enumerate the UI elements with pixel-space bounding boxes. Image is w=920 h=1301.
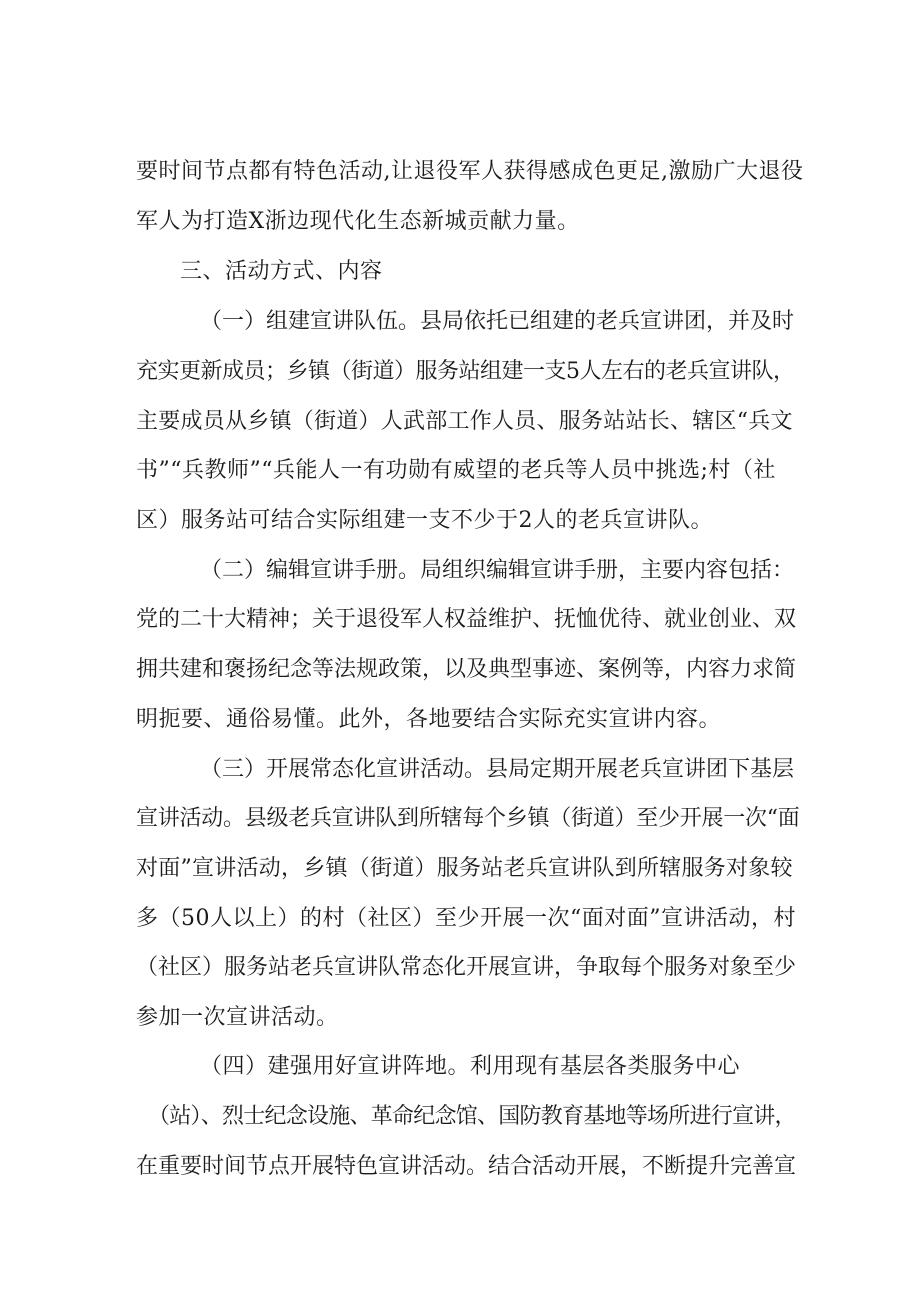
text-line-16: 多（50人以上）的村（社区）至少开展一次“面对面”宣讲活动，村	[136, 906, 796, 931]
text-line-4: （一）组建宣讲队伍。县局依托已组建的老兵宣讲团，并及时	[200, 309, 795, 334]
text-line-5: 充实更新成员；乡镇（街道）服务站组建一支5人左右的老兵宣讲队，	[136, 359, 795, 384]
text-line-12: 明扼要、通俗易懂。此外，各地要结合实际充实宣讲内容。	[136, 707, 722, 732]
text-line-17: （社区）服务站老兵宣讲队常态化开展宣讲，争取每个服务对象至少	[136, 955, 797, 980]
text-line-10: 党的二十大精神；关于退役军人权益维护、抚恤优待、就业创业、双	[136, 607, 797, 632]
section-heading: 三、活动方式、内容	[180, 259, 383, 284]
text-line-2: 军人为打造X浙边现代化生态新城贡献力量。	[136, 209, 580, 234]
text-line-9: （二）编辑宣讲手册。局组织编辑宣讲手册，主要内容包括：	[200, 558, 795, 583]
text-line-6: 主要成员从乡镇（街道）人武部工作人员、服务站站长、辖区“兵文	[136, 409, 793, 434]
text-line-19: （四）建强用好宣讲阵地。利用现有基层各类服务中心	[200, 1054, 741, 1079]
text-line-1: 要时间节点都有特色活动,让退役军人获得感成色更足,激励广大退役	[136, 159, 804, 184]
text-line-11: 拥共建和褒扬纪念等法规政策，以及典型事迹、案例等，内容力求简	[136, 657, 797, 682]
text-line-18: 参加一次宣讲活动。	[136, 1005, 339, 1030]
text-line-21: 在重要时间节点开展特色宣讲活动。结合活动开展，不断提升完善宣	[136, 1154, 797, 1179]
text-line-8: 区）服务站可结合实际组建一支不少于2人的老兵宣讲队。	[136, 508, 713, 533]
text-line-13: （三）开展常态化宣讲活动。县局定期开展老兵宣讲团下基层	[200, 757, 795, 782]
text-line-20: （站）、烈士纪念设施、革命纪念馆、国防教育基地等场所进行宣讲，	[148, 1104, 796, 1129]
text-line-14: 宣讲活动。县级老兵宣讲队到所辖每个乡镇（街道）至少开展一次“面	[136, 806, 800, 831]
text-line-15: 对面”宣讲活动，乡镇（街道）服务站老兵宣讲队到所辖服务对象较	[136, 856, 793, 881]
text-line-7: 书”“兵教师”“兵能人一有功勋有威望的老兵等人员中挑选;村（社	[136, 458, 776, 483]
